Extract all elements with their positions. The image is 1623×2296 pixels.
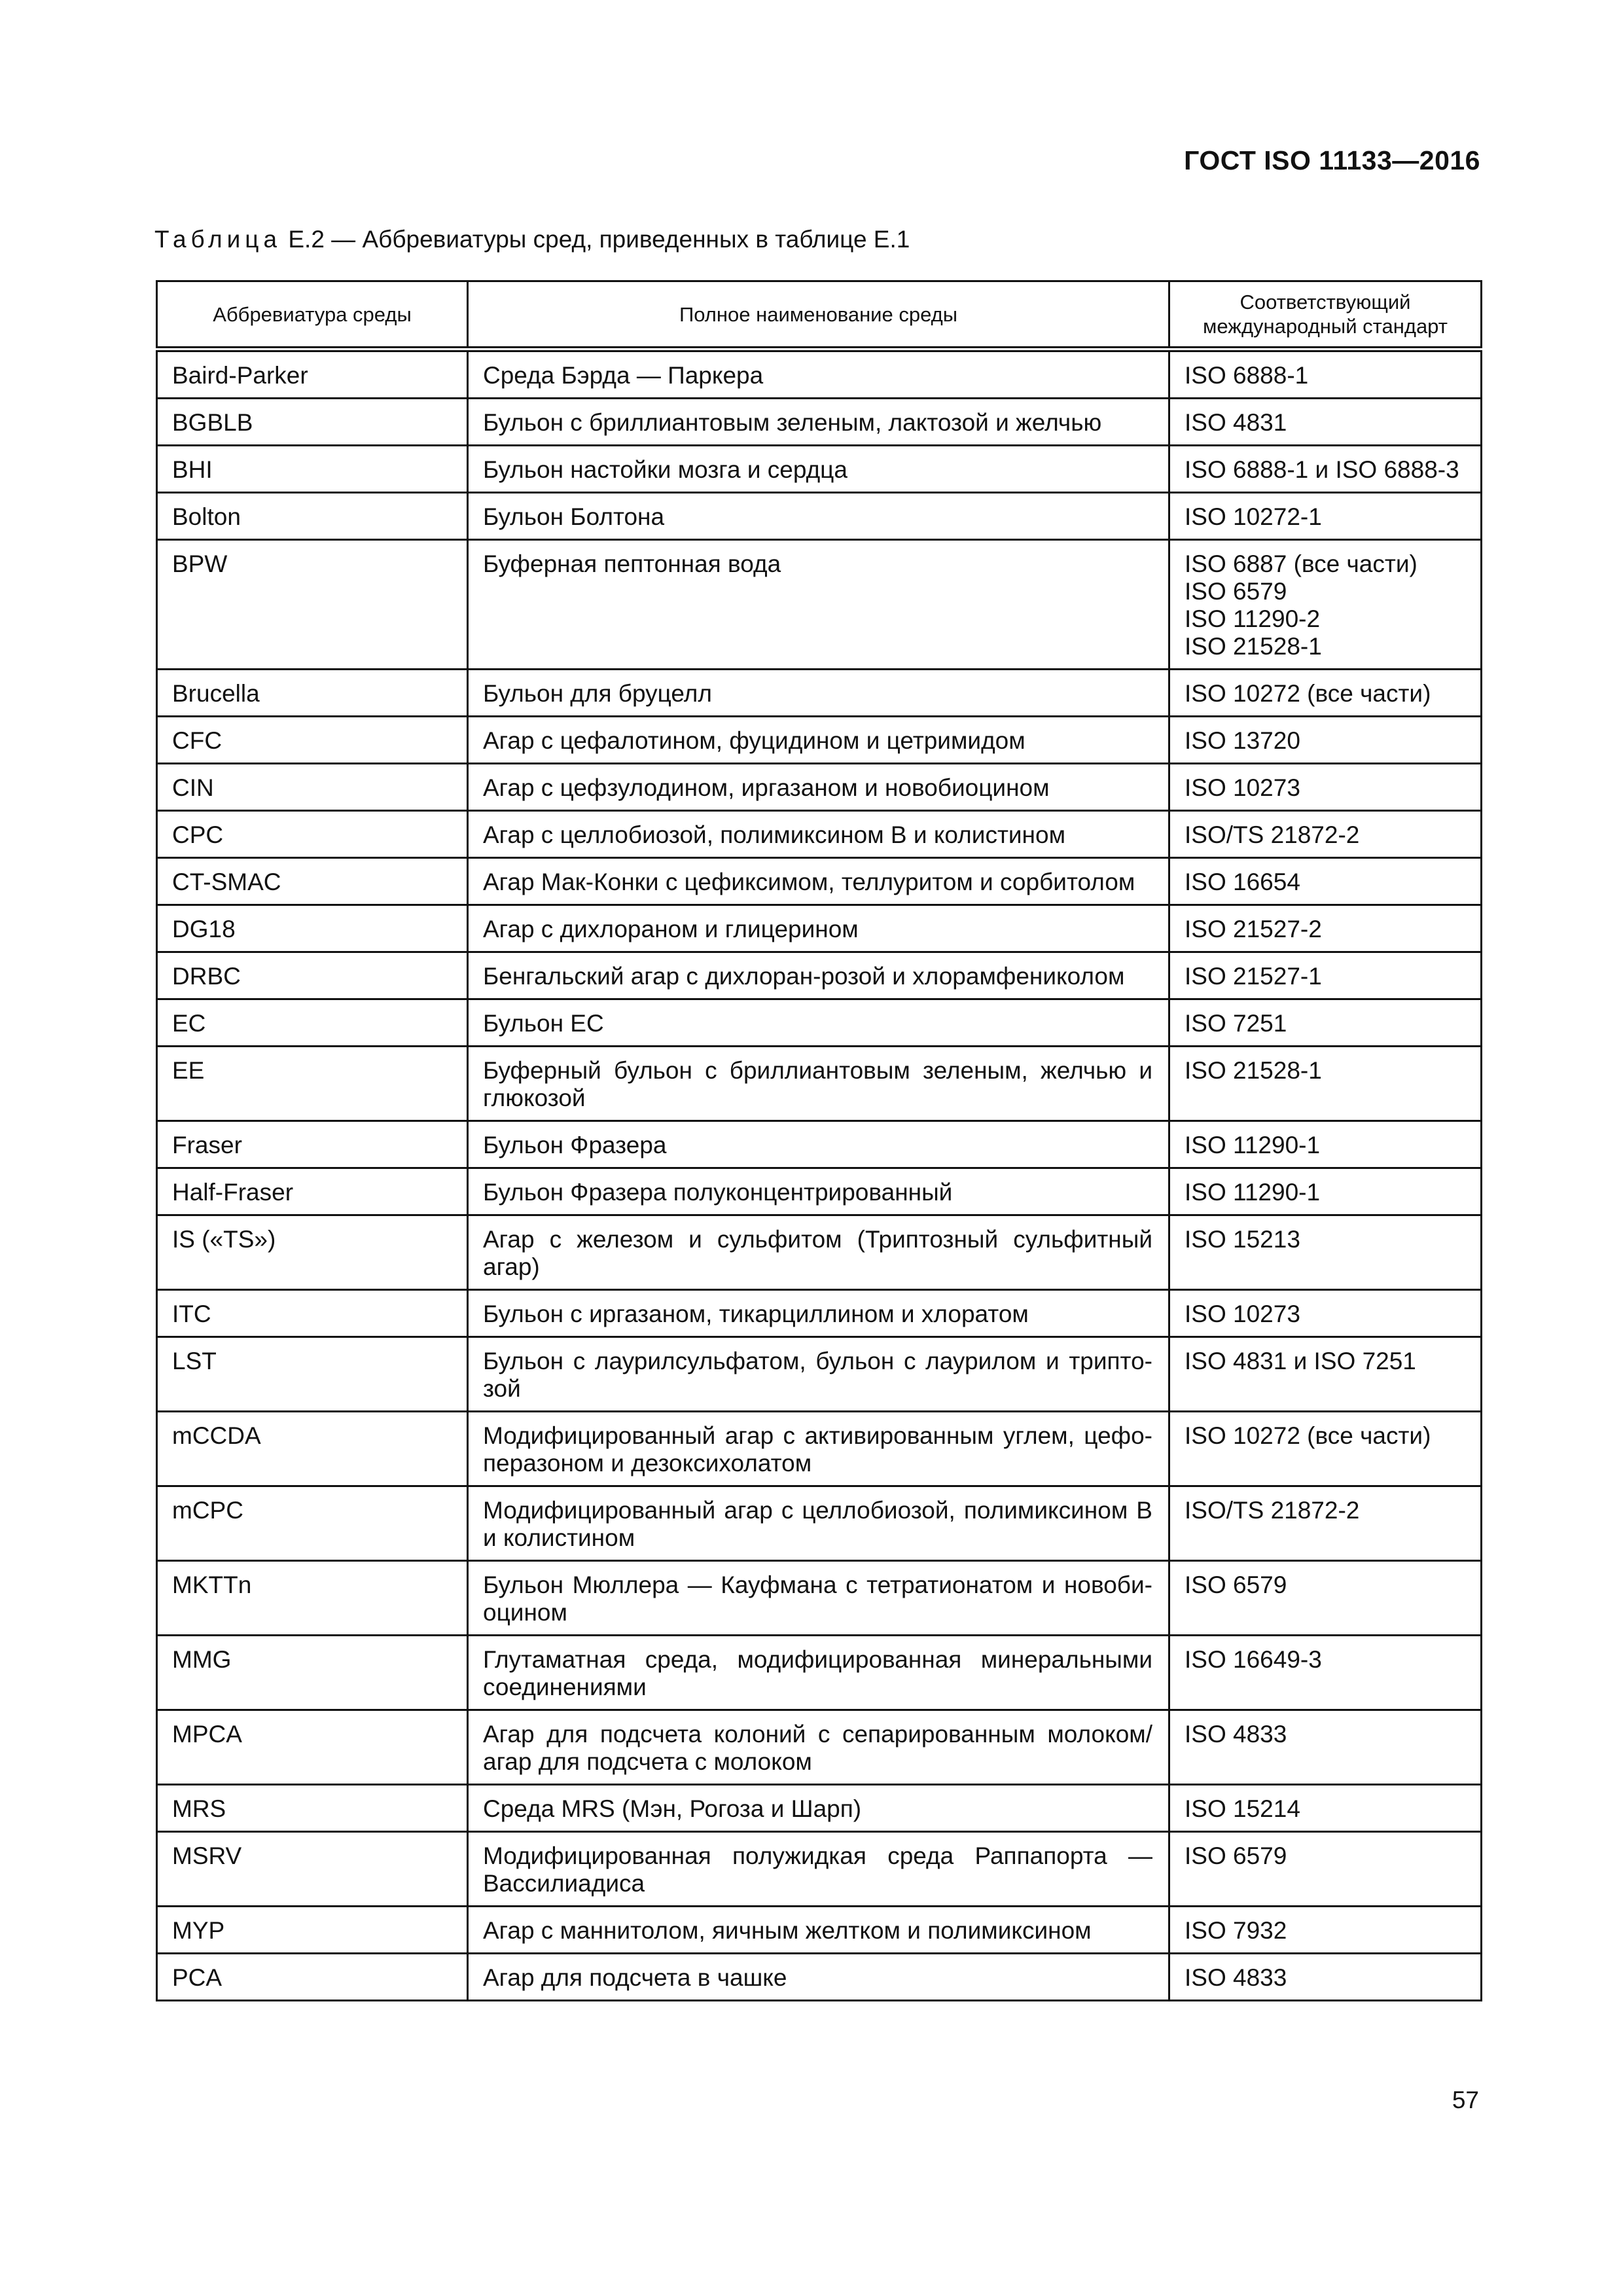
table-body — [157, 350, 1482, 2001]
full-name-cell: Бульон с иргазаном, тикарциллином и хлоратом — [468, 1290, 1169, 1337]
table-row — [157, 1907, 1482, 1954]
full-name-cell: Агар Мак-Конки с цефиксимом, теллуритом и сорбитолом — [468, 858, 1169, 905]
table-row — [157, 1832, 1482, 1907]
full-name-cell: Агар с целлобиозой, полимиксином В и колистином — [468, 811, 1169, 858]
standard-cell: ISO 10273 — [1169, 1290, 1482, 1337]
table-row — [157, 1290, 1482, 1337]
abbreviation-cell: MPCA — [157, 1710, 468, 1785]
standard-cell: ISO 21527-2 — [1169, 905, 1482, 952]
abbreviation-cell: EE — [157, 1047, 468, 1121]
full-name-cell: Бульон с лаурилсульфатом, бульон с лаурилом и трипто-зой — [468, 1337, 1169, 1412]
table-row — [157, 764, 1482, 811]
table-caption — [154, 226, 910, 253]
media-abbreviations-table-wrapper — [156, 280, 1480, 2001]
abbreviation-cell: MKTTn — [157, 1561, 468, 1636]
full-name-cell: Среда MRS (Мэн, Рогоза и Шарп) — [468, 1785, 1169, 1832]
page-number: 57 — [1452, 2087, 1479, 2113]
table-row — [157, 1710, 1482, 1785]
media-abbreviations-table — [156, 280, 1482, 2001]
full-name-cell: Бульон Фразера — [468, 1121, 1169, 1168]
table-row — [157, 1047, 1482, 1121]
standard-cell: ISO/TS 21872-2 — [1169, 811, 1482, 858]
table-row — [157, 1337, 1482, 1412]
abbreviation-cell: CFC — [157, 717, 468, 764]
full-name-cell: Агар с маннитолом, яичным желтком и полимиксином — [468, 1907, 1169, 1954]
abbreviation-cell: PCA — [157, 1954, 468, 2001]
standard-cell: ISO/TS 21872-2 — [1169, 1486, 1482, 1561]
table-row — [157, 1561, 1482, 1636]
full-name-cell: Бульон настойки мозга и сердца — [468, 446, 1169, 493]
abbreviation-cell: mCPC — [157, 1486, 468, 1561]
abbreviation-cell: Brucella — [157, 670, 468, 717]
full-name-cell: Агар с железом и сульфитом (Триптозный сульфитный агар) — [468, 1215, 1169, 1290]
abbreviation-cell: MYP — [157, 1907, 468, 1954]
standard-cell: ISO 15213 — [1169, 1215, 1482, 1290]
standard-cell: ISO 4831 — [1169, 399, 1482, 446]
table-row — [157, 1168, 1482, 1215]
full-name-cell: Среда Бэрда — Паркера — [468, 350, 1169, 399]
full-name-cell: Модифицированный агар с целлобиозой, полимиксином В и колистином — [468, 1486, 1169, 1561]
full-name-cell: Бульон ЕС — [468, 999, 1169, 1047]
table-row — [157, 1412, 1482, 1486]
standard-cell: ISO 6888-1 и ISO 6888-3 — [1169, 446, 1482, 493]
full-name-cell: Бульон с бриллиантовым зеленым, лактозой и желчью — [468, 399, 1169, 446]
standard-cell: ISO 11290-1 — [1169, 1168, 1482, 1215]
standard-cell: ISO 10272 (все части) — [1169, 670, 1482, 717]
full-name-cell: Агар с цефалотином, фуцидином и цетримидом — [468, 717, 1169, 764]
abbreviation-cell: Bolton — [157, 493, 468, 540]
standard-cell: ISO 4831 и ISO 7251 — [1169, 1337, 1482, 1412]
table-row — [157, 905, 1482, 952]
standard-cell: ISO 6888-1 — [1169, 350, 1482, 399]
table-row — [157, 1215, 1482, 1290]
table-row — [157, 1954, 1482, 2001]
standard-cell: ISO 4833 — [1169, 1710, 1482, 1785]
table-row — [157, 811, 1482, 858]
column-header-full-name: Полное наименование среды — [468, 281, 1169, 350]
standard-cell: ISO 16649-3 — [1169, 1636, 1482, 1710]
table-caption-prefix: Таблица — [154, 226, 282, 253]
standard-cell: ISO 13720 — [1169, 717, 1482, 764]
abbreviation-cell: Fraser — [157, 1121, 468, 1168]
standard-cell: ISO 16654 — [1169, 858, 1482, 905]
table-caption-text: Е.2 — Аббревиатуры сред, приведенных в таблице Е.1 — [288, 226, 910, 253]
table-row — [157, 952, 1482, 999]
abbreviation-cell: EC — [157, 999, 468, 1047]
standard-cell: ISO 15214 — [1169, 1785, 1482, 1832]
full-name-cell: Агар с дихлораном и глицерином — [468, 905, 1169, 952]
abbreviation-cell: CT-SMAC — [157, 858, 468, 905]
full-name-cell: Бульон Фразера полуконцентрированный — [468, 1168, 1169, 1215]
standard-cell: ISO 7932 — [1169, 1907, 1482, 1954]
standard-cell: ISO 6579 — [1169, 1832, 1482, 1907]
full-name-cell: Буферная пептонная вода — [468, 540, 1169, 670]
abbreviation-cell: BPW — [157, 540, 468, 670]
abbreviation-cell: Half-Fraser — [157, 1168, 468, 1215]
table-row — [157, 350, 1482, 399]
full-name-cell: Агар для подсчета колоний с сепарированным молоком/ агар для подсчета с молоком — [468, 1710, 1169, 1785]
abbreviation-cell: BGBLB — [157, 399, 468, 446]
table-row — [157, 717, 1482, 764]
full-name-cell: Бульон Мюллера — Кауфмана с тетратионатом и новоби-оцином — [468, 1561, 1169, 1636]
table-header — [157, 281, 1482, 350]
full-name-cell: Бульон для бруцелл — [468, 670, 1169, 717]
table-row — [157, 540, 1482, 670]
table-row — [157, 1486, 1482, 1561]
abbreviation-cell: MRS — [157, 1785, 468, 1832]
full-name-cell: Буферный бульон с бриллиантовым зеленым, желчью и глюкозой — [468, 1047, 1169, 1121]
standard-cell: ISO 10273 — [1169, 764, 1482, 811]
column-header-abbreviation: Аббревиатура среды — [157, 281, 468, 350]
standard-cell: ISO 11290-1 — [1169, 1121, 1482, 1168]
standard-header: ГОСТ ISO 11133—2016 — [1184, 145, 1480, 175]
full-name-cell: Агар с цефзулодином, иргазаном и новобиоцином — [468, 764, 1169, 811]
full-name-cell: Модифицированный агар с активированным углем, цефо-перазоном и дезоксихолатом — [468, 1412, 1169, 1486]
full-name-cell: Глутаматная среда, модифицированная минеральными соединениями — [468, 1636, 1169, 1710]
abbreviation-cell: ITC — [157, 1290, 468, 1337]
abbreviation-cell: CIN — [157, 764, 468, 811]
standard-cell: ISO 10272-1 — [1169, 493, 1482, 540]
table-row — [157, 670, 1482, 717]
full-name-cell: Бульон Болтона — [468, 493, 1169, 540]
standard-cell: ISO 21528-1 — [1169, 1047, 1482, 1121]
table-header-row — [157, 281, 1482, 350]
abbreviation-cell: IS («TS») — [157, 1215, 468, 1290]
standard-cell: ISO 21527-1 — [1169, 952, 1482, 999]
full-name-cell: Бенгальский агар с дихлоран-розой и хлорамфениколом — [468, 952, 1169, 999]
abbreviation-cell: DRBC — [157, 952, 468, 999]
table-row — [157, 1121, 1482, 1168]
full-name-cell: Агар для подсчета в чашке — [468, 1954, 1169, 2001]
table-row — [157, 1636, 1482, 1710]
standard-cell: ISO 4833 — [1169, 1954, 1482, 2001]
column-header-standard: Соответствующий международный стандарт — [1169, 281, 1482, 350]
table-row — [157, 446, 1482, 493]
table-row — [157, 1785, 1482, 1832]
full-name-cell: Модифицированная полужидкая среда Раппапорта — Вассилиадиса — [468, 1832, 1169, 1907]
table-row — [157, 999, 1482, 1047]
standard-cell: ISO 6887 (все части) ISO 6579 ISO 11290-2 ISO 21528-1 — [1169, 540, 1482, 670]
standard-cell: ISO 10272 (все части) — [1169, 1412, 1482, 1486]
abbreviation-cell: CPC — [157, 811, 468, 858]
table-row — [157, 858, 1482, 905]
abbreviation-cell: MMG — [157, 1636, 468, 1710]
table-row — [157, 399, 1482, 446]
abbreviation-cell: MSRV — [157, 1832, 468, 1907]
standard-cell: ISO 6579 — [1169, 1561, 1482, 1636]
abbreviation-cell: BHI — [157, 446, 468, 493]
abbreviation-cell: Baird-Parker — [157, 350, 468, 399]
abbreviation-cell: mCCDA — [157, 1412, 468, 1486]
abbreviation-cell: LST — [157, 1337, 468, 1412]
abbreviation-cell: DG18 — [157, 905, 468, 952]
standard-cell: ISO 7251 — [1169, 999, 1482, 1047]
table-row — [157, 493, 1482, 540]
